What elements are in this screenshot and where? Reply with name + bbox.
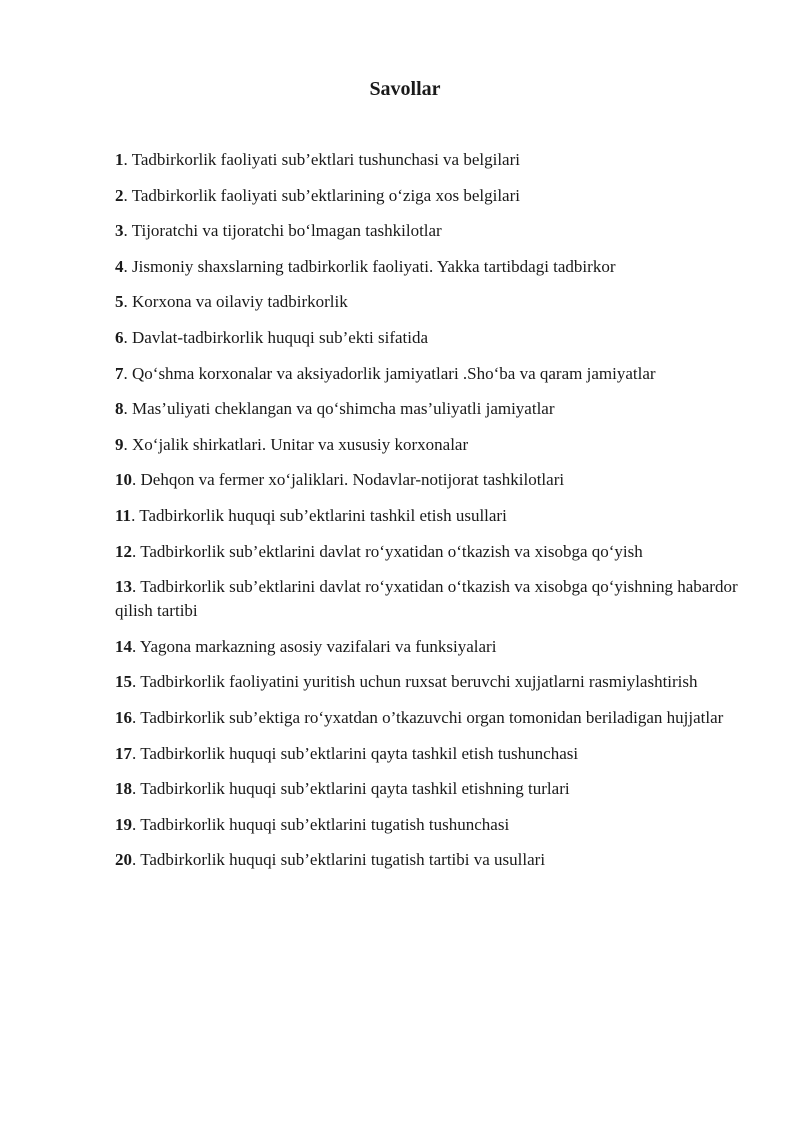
- list-item: [115, 290, 745, 314]
- question-text: . Tadbirkorlik huquqi sub’ektlarini tugatish tartibi va usullari: [132, 850, 546, 870]
- list-item: [115, 742, 745, 766]
- question-text: . Tadbirkorlik sub’ektlarini davlat ro‘yxatidan o‘tkazish va xisobga qo‘yish: [132, 541, 643, 561]
- question-number: 3: [115, 221, 124, 241]
- question-text: . Tadbirkorlik sub’ektiga ro‘yxatdan o’tkazuvchi organ tomonidan beriladigan hujjatlar: [132, 707, 724, 727]
- list-item: [115, 504, 745, 528]
- list-item: [115, 813, 745, 837]
- list-item: [115, 326, 745, 350]
- question-text: . Tadbirkorlik huquqi sub’ektlarini qayta tashkil etish tushunchasi: [132, 743, 579, 763]
- question-number: 1: [115, 150, 124, 169]
- question-text: . Korxona va oilaviy tadbirkorlik: [123, 292, 348, 312]
- question-number: 7: [115, 363, 124, 383]
- list-item: [115, 777, 745, 801]
- list-item: [115, 397, 745, 421]
- list-item: [115, 540, 745, 564]
- question-number: 17: [115, 743, 132, 763]
- list-item: [115, 184, 745, 208]
- question-number: 14: [115, 636, 132, 656]
- question-text: . Tadbirkorlik faoliyatini yuritish uchun ruxsat beruvchi xujjatlarni rasmiylashtirish: [132, 672, 698, 692]
- page-title: Savollar: [369, 78, 441, 100]
- question-text: . Davlat-tadbirkorlik huquqi sub’ekti sifatida: [123, 327, 429, 347]
- list-item: [115, 219, 745, 243]
- question-number: 5: [115, 292, 124, 312]
- list-item: [115, 255, 745, 279]
- question-number: 11: [115, 505, 132, 525]
- questions-list: [115, 148, 745, 884]
- question-text: . Tadbirkorlik faoliyati sub’ektlari tushunchasi va belgilari: [123, 150, 520, 169]
- question-text: . Yagona markazning asosiy vazifalari va funksiyalari: [132, 636, 497, 656]
- question-text: . Xo‘jalik shirkatlari. Unitar va xususiy korxonalar: [123, 434, 469, 454]
- list-item: [115, 148, 745, 172]
- list-item: [115, 468, 745, 492]
- question-number: 15: [115, 672, 132, 692]
- question-number: 20: [115, 850, 132, 870]
- list-item: [115, 575, 745, 623]
- question-text: . Tadbirkorlik huquqi sub’ektlarini tashkil etish usullari: [131, 505, 507, 525]
- question-text: . Mas’uliyati cheklangan va qo‘shimcha mas’uliyatli jamiyatlar: [123, 399, 555, 419]
- question-text: . Tadbirkorlik sub’ektlarini davlat ro‘yxatidan o‘tkazish va xisobga qo‘yishning habardor qilish tartibi: [115, 577, 738, 621]
- question-text: . Tadbirkorlik huquqi sub’ektlarini tugatish tushunchasi: [132, 814, 510, 834]
- question-number: 10: [115, 470, 132, 490]
- question-number: 9: [115, 434, 124, 454]
- question-number: 19: [115, 814, 132, 834]
- question-number: 2: [115, 185, 124, 205]
- question-number: 4: [115, 256, 124, 276]
- question-number: 18: [115, 779, 132, 799]
- list-item: [115, 635, 745, 659]
- question-number: 13: [115, 577, 132, 597]
- list-item: [115, 706, 745, 730]
- question-number: 6: [115, 327, 124, 347]
- list-item: [115, 362, 745, 386]
- question-text: . Tadbirkorlik faoliyati sub’ektlarining o‘ziga xos belgilari: [123, 185, 520, 205]
- question-text: . Tadbirkorlik huquqi sub’ektlarini qayta tashkil etishning turlari: [132, 779, 570, 799]
- question-text: . Qo‘shma korxonalar va aksiyadorlik jamiyatlari .Sho‘ba va qaram jamiyatlar: [123, 363, 656, 383]
- question-text: . Jismoniy shaxslarning tadbirkorlik faoliyati. Yakka tartibdagi tadbirkor: [123, 256, 616, 276]
- list-item: [115, 848, 745, 872]
- question-text: . Tijoratchi va tijoratchi bo‘lmagan tashkilotlar: [123, 221, 442, 241]
- question-number: 12: [115, 541, 132, 561]
- list-item: [115, 433, 745, 457]
- list-item: [115, 670, 745, 694]
- question-text: . Dehqon va fermer xo‘jaliklari. Nodavlar-notijorat tashkilotlari: [132, 470, 565, 490]
- question-number: 8: [115, 399, 124, 419]
- question-number: 16: [115, 707, 132, 727]
